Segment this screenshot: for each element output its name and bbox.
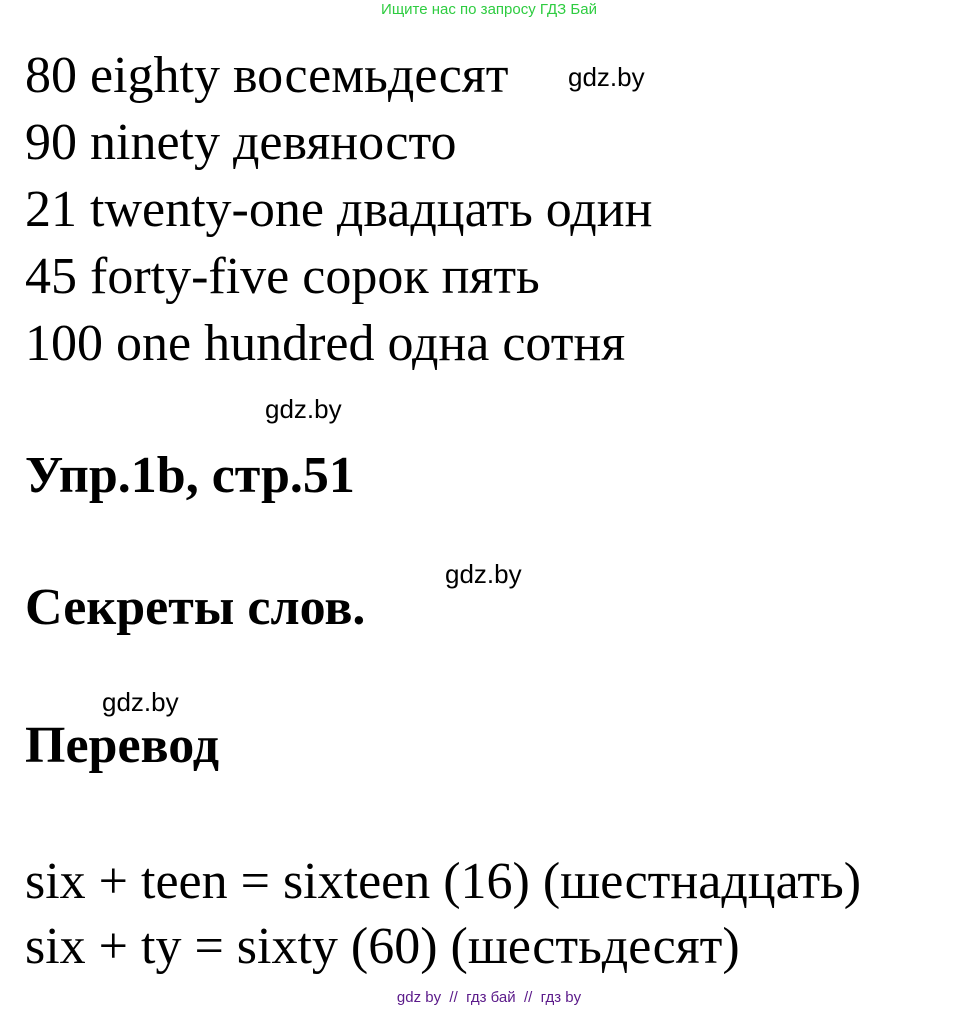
watermark: gdz.by (102, 687, 179, 717)
exercise-heading: Упр.1b, стр.51 (25, 447, 355, 504)
translation-heading: Перевод (25, 717, 220, 774)
footer-links: gdz by // гдз бай // гдз by (396, 989, 582, 1006)
section-heading: Секреты слов. (25, 579, 366, 636)
formula-line: six + ty = sixty (60) (шестьдесят) (25, 918, 740, 975)
watermark: gdz.by (445, 559, 522, 589)
number-line: 100 one hundred одна сотня (25, 315, 626, 372)
number-line: 45 forty-five сорок пять (25, 248, 540, 305)
number-line: 90 ninety девяносто (25, 114, 457, 171)
number-line: 21 twenty-one двадцать один (25, 181, 653, 238)
watermark: gdz.by (568, 62, 645, 92)
formula-line: six + teen = sixteen (16) (шестнадцать) (25, 853, 862, 910)
watermark: gdz.by (265, 394, 342, 424)
number-line: 80 eighty восемьдесят (25, 47, 509, 104)
search-notice: Ищите нас по запросу ГДЗ Бай (381, 1, 597, 18)
